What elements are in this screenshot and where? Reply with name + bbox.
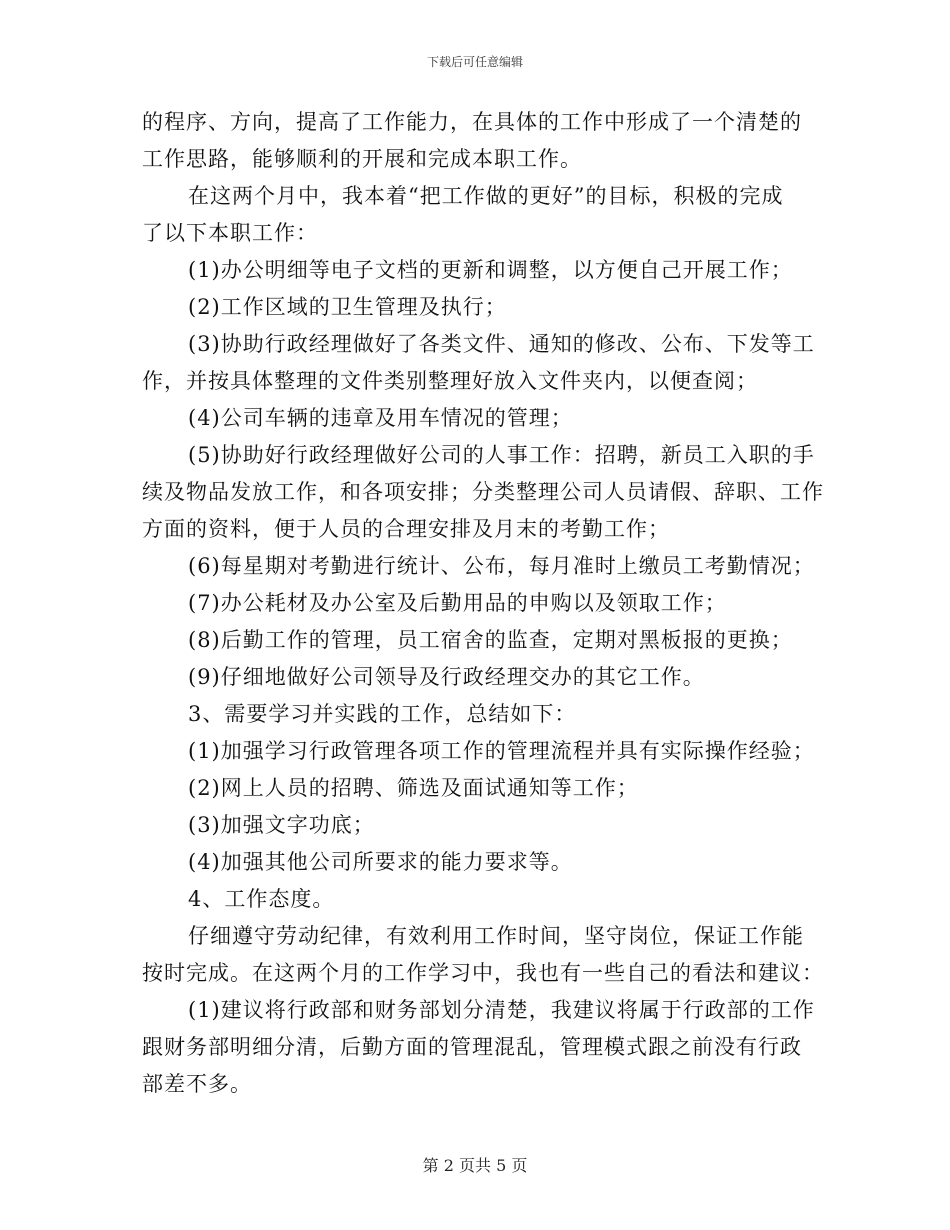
- page-header: 下载后可任意编辑: [426, 55, 523, 69]
- section-heading: 3、需要学习并实践的工作，总结如下：: [188, 702, 577, 726]
- list-item: (1)办公明细等电子文档的更新和调整，以方便自己开展工作；: [188, 258, 793, 282]
- text-line: 仔细遵守劳动纪律，有效利用工作时间，坚守岗位，保证工作能: [188, 924, 804, 948]
- text-line: 按时完成。在这两个月的工作学习中，我也有一些自己的看法和建议：: [142, 961, 824, 985]
- text-line: 在这两个月中，我本着“把工作做的更好”的目标，积极的完成: [188, 184, 784, 208]
- list-item: (2)工作区域的卫生管理及执行；: [188, 295, 507, 319]
- text-line: 方面的资料，便于人员的合理安排及月末的考勤工作；: [142, 517, 670, 541]
- list-item: (4)公司车辆的违章及用车情况的管理；: [188, 406, 573, 430]
- document-body: [142, 104, 824, 1103]
- text-line: 的程序、方向，提高了工作能力，在具体的工作中形成了一个清楚的: [142, 110, 802, 134]
- text-line: 部差不多。: [142, 1072, 252, 1096]
- list-item: (3)加强文字功底；: [188, 813, 375, 837]
- section-heading: 4、工作态度。: [188, 887, 335, 911]
- list-item: (8)后勤工作的管理，员工宿舍的监查，定期对黑板报的更换；: [188, 628, 793, 652]
- list-item: (1)建议将行政部和财务部划分清楚，我建议将属于行政部的工作: [188, 998, 815, 1022]
- list-item: (1)加强学习行政管理各项工作的管理流程并具有实际操作经验；: [188, 739, 815, 763]
- page-footer: 第 2 页共 5 页: [422, 1156, 528, 1175]
- list-item: (3)协助行政经理做好了各类文件、通知的修改、公布、下发等工: [188, 332, 815, 356]
- text-line: 跟财务部明细分清，后勤方面的管理混乱，管理模式跟之前没有行政: [142, 1035, 802, 1059]
- text-line: 了以下本职工作：: [142, 221, 318, 245]
- text-line: 工作思路，能够顺利的开展和完成本职工作。: [142, 147, 582, 171]
- list-item: (4)加强其他公司所要求的能力要求等。: [188, 850, 573, 874]
- text-line: 作，并按具体整理的文件类别整理好放入文件夹内，以便查阅；: [142, 369, 758, 393]
- list-item: (2)网上人员的招聘、筛选及面试通知等工作；: [188, 776, 639, 800]
- list-item: (5)协助好行政经理做好公司的人事工作：招聘，新员工入职的手: [188, 443, 815, 467]
- list-item: (7)办公耗材及办公室及后勤用品的申购以及领取工作；: [188, 591, 727, 615]
- text-line: 续及物品发放工作，和各项安排；分类整理公司人员请假、辞职、工作: [142, 480, 824, 504]
- list-item: (6)每星期对考勤进行统计、公布，每月准时上缴员工考勤情况；: [188, 554, 815, 578]
- list-item: (9)仔细地做好公司领导及行政经理交办的其它工作。: [188, 665, 705, 689]
